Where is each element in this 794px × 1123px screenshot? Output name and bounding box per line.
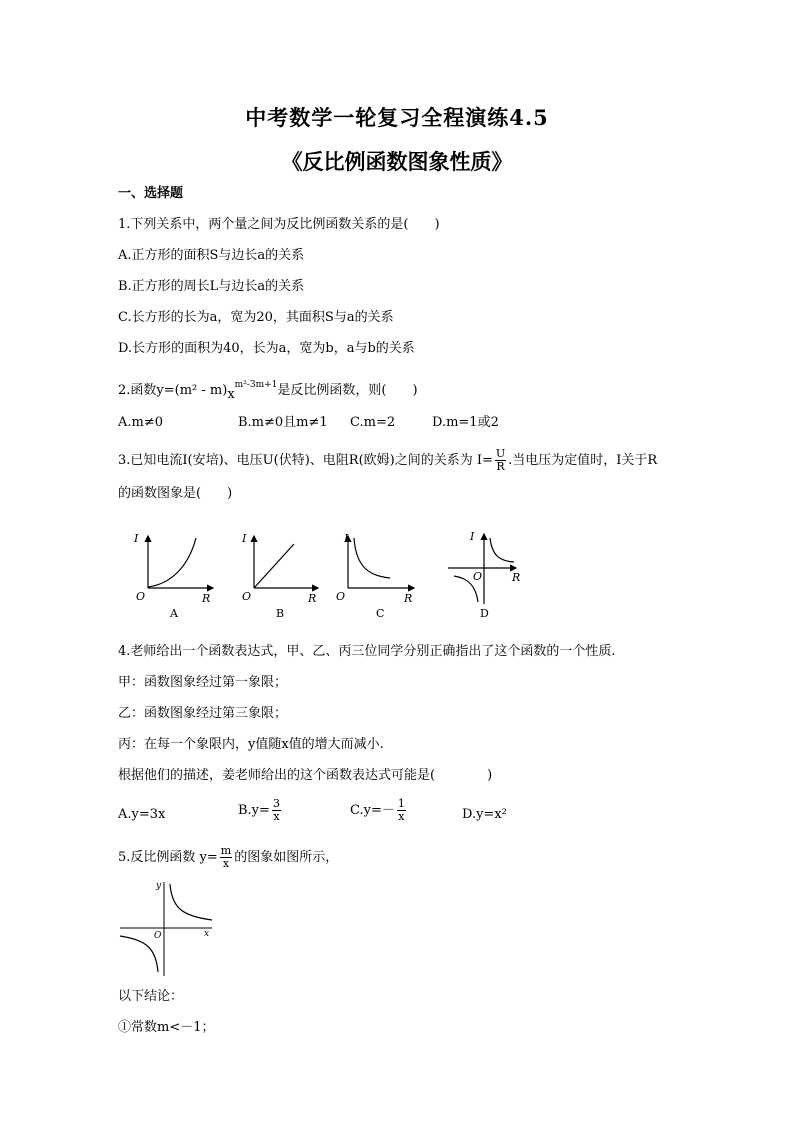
q4-b-num: 3	[272, 797, 280, 810]
graph-a-origin: O	[136, 590, 146, 603]
q3-graphs	[118, 528, 538, 628]
graph-c-label: C	[376, 607, 385, 620]
q5-stem	[118, 845, 338, 870]
q2-exponent: m²-3m+1	[234, 380, 278, 390]
q2-stem-pre: 2.函数y=(m² - m)	[118, 383, 228, 398]
document-title: 中考数学一轮复习全程演练4.5	[245, 105, 549, 130]
graph-a-ylabel: I	[134, 532, 139, 545]
q5-stem-pre: 5.反比例函数 y=	[118, 850, 218, 865]
q4-option-a: A.y=3x	[118, 807, 166, 822]
section-heading: 一、选择题	[118, 186, 184, 201]
q3-stem-line2: 的函数图象是( )	[118, 486, 233, 501]
q4-option-b-pre: B.y=	[238, 803, 270, 818]
q3-fraction	[495, 448, 506, 473]
q1-option-a: A.正方形的面积S与边长a的关系	[118, 248, 305, 263]
q5-graph-svg	[118, 878, 218, 978]
q2-option-d: D.m=1或2	[432, 415, 499, 430]
graph-a	[133, 532, 213, 620]
graph-b-xlabel: R	[308, 592, 317, 605]
q5-frac-den: x	[222, 857, 230, 870]
document-subtitle: 《反比例函数图象性质》	[281, 149, 513, 174]
q4-option-b-frac	[272, 798, 281, 823]
q3-graphs-svg	[118, 528, 538, 628]
q4-ask: 根据他们的描述，姜老师给出的这个函数表达式可能是( )	[118, 768, 493, 783]
q4-option-c-frac	[397, 798, 406, 823]
q3-stem-post: .当电压为定值时，I关于R	[508, 453, 658, 468]
q4-option-c	[350, 798, 408, 823]
graph-c	[336, 532, 414, 620]
q2-stem	[118, 376, 418, 400]
q1-stem: 1.下列关系中，两个量之间为反比例函数关系的是( )	[118, 217, 440, 232]
q1-option-c: C.长方形的长为a，宽为20，其面积S与a的关系	[118, 310, 394, 325]
q5-xlabel: x	[204, 929, 210, 939]
q4-stem: 4.老师给出一个函数表达式，甲、乙、丙三位同学分别正确指出了这个函数的一个性质.	[118, 644, 616, 659]
q4-yi: 乙：函数图象经过第三象限；	[118, 706, 288, 721]
graph-b	[241, 532, 318, 620]
graph-d-ylabel: I	[470, 530, 475, 543]
q2-base-x: x	[227, 387, 235, 402]
q3-stem	[118, 448, 657, 473]
q1-option-b: B.正方形的周长L与边长a的关系	[118, 279, 305, 294]
q2-option-c: C.m=2	[350, 415, 396, 430]
q3-frac-num: U	[495, 447, 506, 460]
q4-option-c-pre: C.y=－	[350, 803, 395, 818]
graph-c-ylabel: I	[344, 532, 349, 545]
graph-a-label: A	[170, 607, 178, 620]
graph-c-origin: O	[336, 590, 346, 603]
q5-origin: O	[154, 931, 162, 941]
q4-jia: 甲：函数图象经过第一象限；	[118, 675, 288, 690]
q5-frac-num: m	[220, 844, 232, 857]
q3-frac-den: R	[496, 460, 505, 473]
q4-b-den: x	[273, 810, 280, 823]
q2-option-b: B.m≠0且m≠1	[238, 415, 328, 430]
q5-ylabel: y	[156, 881, 162, 891]
q4-c-num: 1	[397, 797, 405, 810]
q5-stem-post: 的图象如图所示，	[234, 850, 339, 865]
q5-fraction	[220, 845, 232, 870]
q2-option-a: A.m≠0	[118, 415, 164, 430]
graph-b-ylabel: I	[242, 532, 247, 545]
q4-c-den: x	[398, 810, 405, 823]
q5-graph	[118, 878, 218, 982]
q5-item-1: ①常数m<－1；	[118, 1020, 215, 1035]
graph-c-xlabel: R	[404, 592, 413, 605]
q3-stem-pre: 3.已知电流I(安培)、电压U(伏特)、电阻R(欧姆)之间的关系为 I=	[118, 453, 493, 468]
graph-d-xlabel: R	[512, 571, 521, 584]
graph-a-xlabel: R	[202, 592, 211, 605]
q4-option-d: D.y=x²	[462, 807, 507, 822]
q2-stem-post: 是反比例函数，则( )	[277, 383, 418, 398]
graph-b-label: B	[276, 607, 285, 620]
q4-bing: 丙：在每一个象限内，y值随x值的增大而减小.	[118, 737, 384, 752]
graph-d-origin: O	[473, 570, 483, 583]
q4-option-b	[238, 798, 283, 823]
graph-d-label: D	[480, 607, 489, 620]
graph-d	[448, 530, 520, 620]
q1-option-d: D.长方形的面积为40，长为a，宽为b，a与b的关系	[118, 341, 415, 356]
graph-b-origin: O	[242, 590, 252, 603]
q5-conclusion-label: 以下结论：	[118, 989, 184, 1004]
